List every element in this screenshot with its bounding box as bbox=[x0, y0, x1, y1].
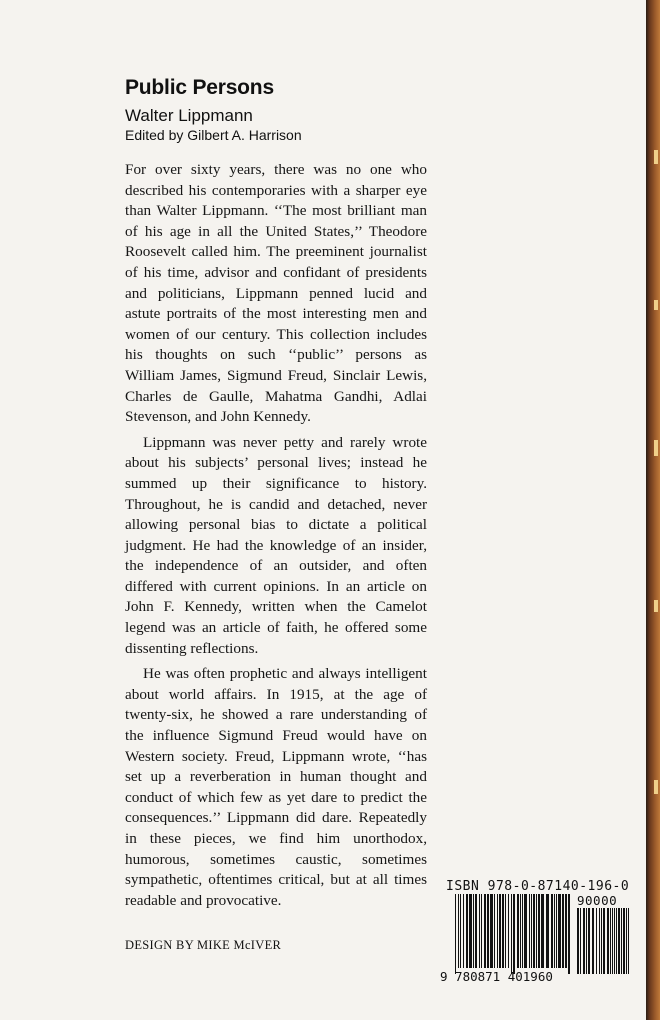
barcode-bar bbox=[511, 894, 512, 974]
barcode-bar bbox=[531, 894, 532, 968]
blurb-paragraph: He was often prophetic and always intelligent about world affairs. In 1915, at the age of twenty-six, he showed a rare understanding of the influence Sigmund Freud would have on Western society. Freud, Lippmann wrote, ‘‘has set up a reverberation in human thought and conduct of which few as yet dare to predict the consequences.’’ Lippmann did dare. Repeatedly in these pieces, we find him unorthodox, humorous, sometimes caustic, sometimes sympathetic, oftentimes critical, but at all times readable and provocative. bbox=[125, 665, 427, 909]
barcode-addon-bar bbox=[623, 908, 625, 974]
barcode-bar bbox=[487, 894, 489, 968]
barcode-bar bbox=[473, 894, 474, 968]
design-credit: DESIGN BY MIKE McIVER bbox=[125, 938, 282, 952]
barcode-bar bbox=[551, 894, 553, 968]
barcode-addon-bar bbox=[618, 908, 620, 974]
barcode-addon-bar bbox=[601, 908, 602, 974]
barcode-bar bbox=[524, 894, 527, 968]
barcode-addon-bar bbox=[583, 908, 585, 974]
barcode-bar bbox=[460, 894, 461, 968]
barcode-bar bbox=[533, 894, 535, 968]
barcode-addon-bar bbox=[607, 908, 609, 974]
ean-digits: 9 780871 401960 bbox=[440, 969, 553, 984]
barcode-addon-bar bbox=[616, 908, 617, 974]
barcode-addon-bar bbox=[621, 908, 622, 974]
barcode-addon-bar bbox=[577, 908, 579, 974]
barcode-addon-bar bbox=[596, 908, 597, 974]
barcode-bar bbox=[565, 894, 567, 968]
barcode-bar bbox=[538, 894, 540, 968]
addon-digits: 90000 bbox=[577, 893, 618, 908]
barcode-bar bbox=[541, 894, 544, 968]
barcode-bar bbox=[562, 894, 564, 968]
book-author: Walter Lippmann bbox=[125, 106, 253, 125]
barcode-bar bbox=[484, 894, 486, 968]
barcode-bar bbox=[455, 894, 456, 974]
barcode-bar bbox=[475, 894, 477, 968]
barcode-bar bbox=[554, 894, 555, 968]
barcode-addon-bar bbox=[586, 908, 587, 974]
isbn-label: ISBN 978-0-87140-196-0 bbox=[446, 879, 630, 894]
spine-ornament bbox=[654, 780, 658, 794]
spine-ornament bbox=[654, 300, 658, 310]
barcode-addon-bar bbox=[592, 908, 594, 974]
spine-ornament bbox=[654, 150, 658, 164]
barcode-bar bbox=[497, 894, 498, 968]
barcode-bar bbox=[494, 894, 495, 968]
barcode-bar bbox=[568, 894, 570, 974]
spine-edge bbox=[646, 0, 660, 1020]
barcode-bar bbox=[536, 894, 537, 968]
barcode-bar bbox=[520, 894, 521, 968]
barcode-bar bbox=[546, 894, 549, 968]
barcode-bar bbox=[508, 894, 509, 968]
barcode-bar bbox=[558, 894, 561, 968]
barcode-bar bbox=[522, 894, 523, 968]
barcode-addon-bar bbox=[588, 908, 590, 974]
barcode-addon-bar bbox=[580, 908, 581, 974]
barcode-bar bbox=[469, 894, 472, 968]
spine-ornament bbox=[654, 600, 658, 612]
barcode-bar bbox=[481, 894, 482, 968]
book-editor: Edited by Gilbert A. Harrison bbox=[125, 127, 302, 143]
barcode-addon-bar bbox=[614, 908, 615, 974]
blurb-text bbox=[125, 160, 427, 916]
blurb-paragraph: For over sixty years, there was no one who described his contemporaries with a sharper eye than Walter Lippmann. ‘‘The most brilliant man of his age in all the United States,’’ Theodore Roosevelt called him. The preeminent journalist of his time, advisor and confidant of presidents and politicians, Lippmann penned lucid and astute portraits of the most interesting men and women of our century. This collection includes his thoughts on such ‘‘public’’ persons as William James, Sigmund Freud, Sinclair Lewis, Charles de Gaulle, Mahatma Gandhi, Adlai Stevenson, and John Kennedy. bbox=[125, 161, 427, 426]
barcode-bar bbox=[502, 894, 504, 968]
barcode-bar bbox=[490, 894, 493, 968]
barcode-bar bbox=[499, 894, 501, 968]
barcode-bar bbox=[556, 894, 557, 968]
barcode-addon-bar bbox=[612, 908, 613, 974]
barcode-bar bbox=[513, 894, 515, 974]
barcode-addon-bar bbox=[610, 908, 611, 974]
spine-ornament bbox=[654, 440, 658, 456]
barcode-addon-bar bbox=[628, 908, 629, 974]
barcode-bar bbox=[458, 894, 459, 968]
barcode-bar bbox=[517, 894, 519, 968]
barcode-bar bbox=[505, 894, 506, 968]
barcode-bar bbox=[479, 894, 480, 968]
blurb-paragraph: Lippmann was never petty and rarely wrote about his subjects’ personal lives; instead he summed up their significance to history. Throughout, he is candid and detached, never allowing personal bias to dictate a political judgment. He had the knowledge of an insider, the independence of an outsider, and often differed with current opinions. In an article on John F. Kennedy, written when the Camelot legend was an article of faith, he offered some dissenting reflections. bbox=[125, 433, 427, 657]
barcode-bar bbox=[529, 894, 530, 968]
barcode-addon-bar bbox=[603, 908, 605, 974]
barcode-addon-bar bbox=[626, 908, 627, 974]
book-title: Public Persons bbox=[125, 76, 274, 99]
barcode-addon-bar bbox=[599, 908, 600, 974]
barcode-bar bbox=[466, 894, 468, 968]
barcode-bar bbox=[463, 894, 464, 968]
